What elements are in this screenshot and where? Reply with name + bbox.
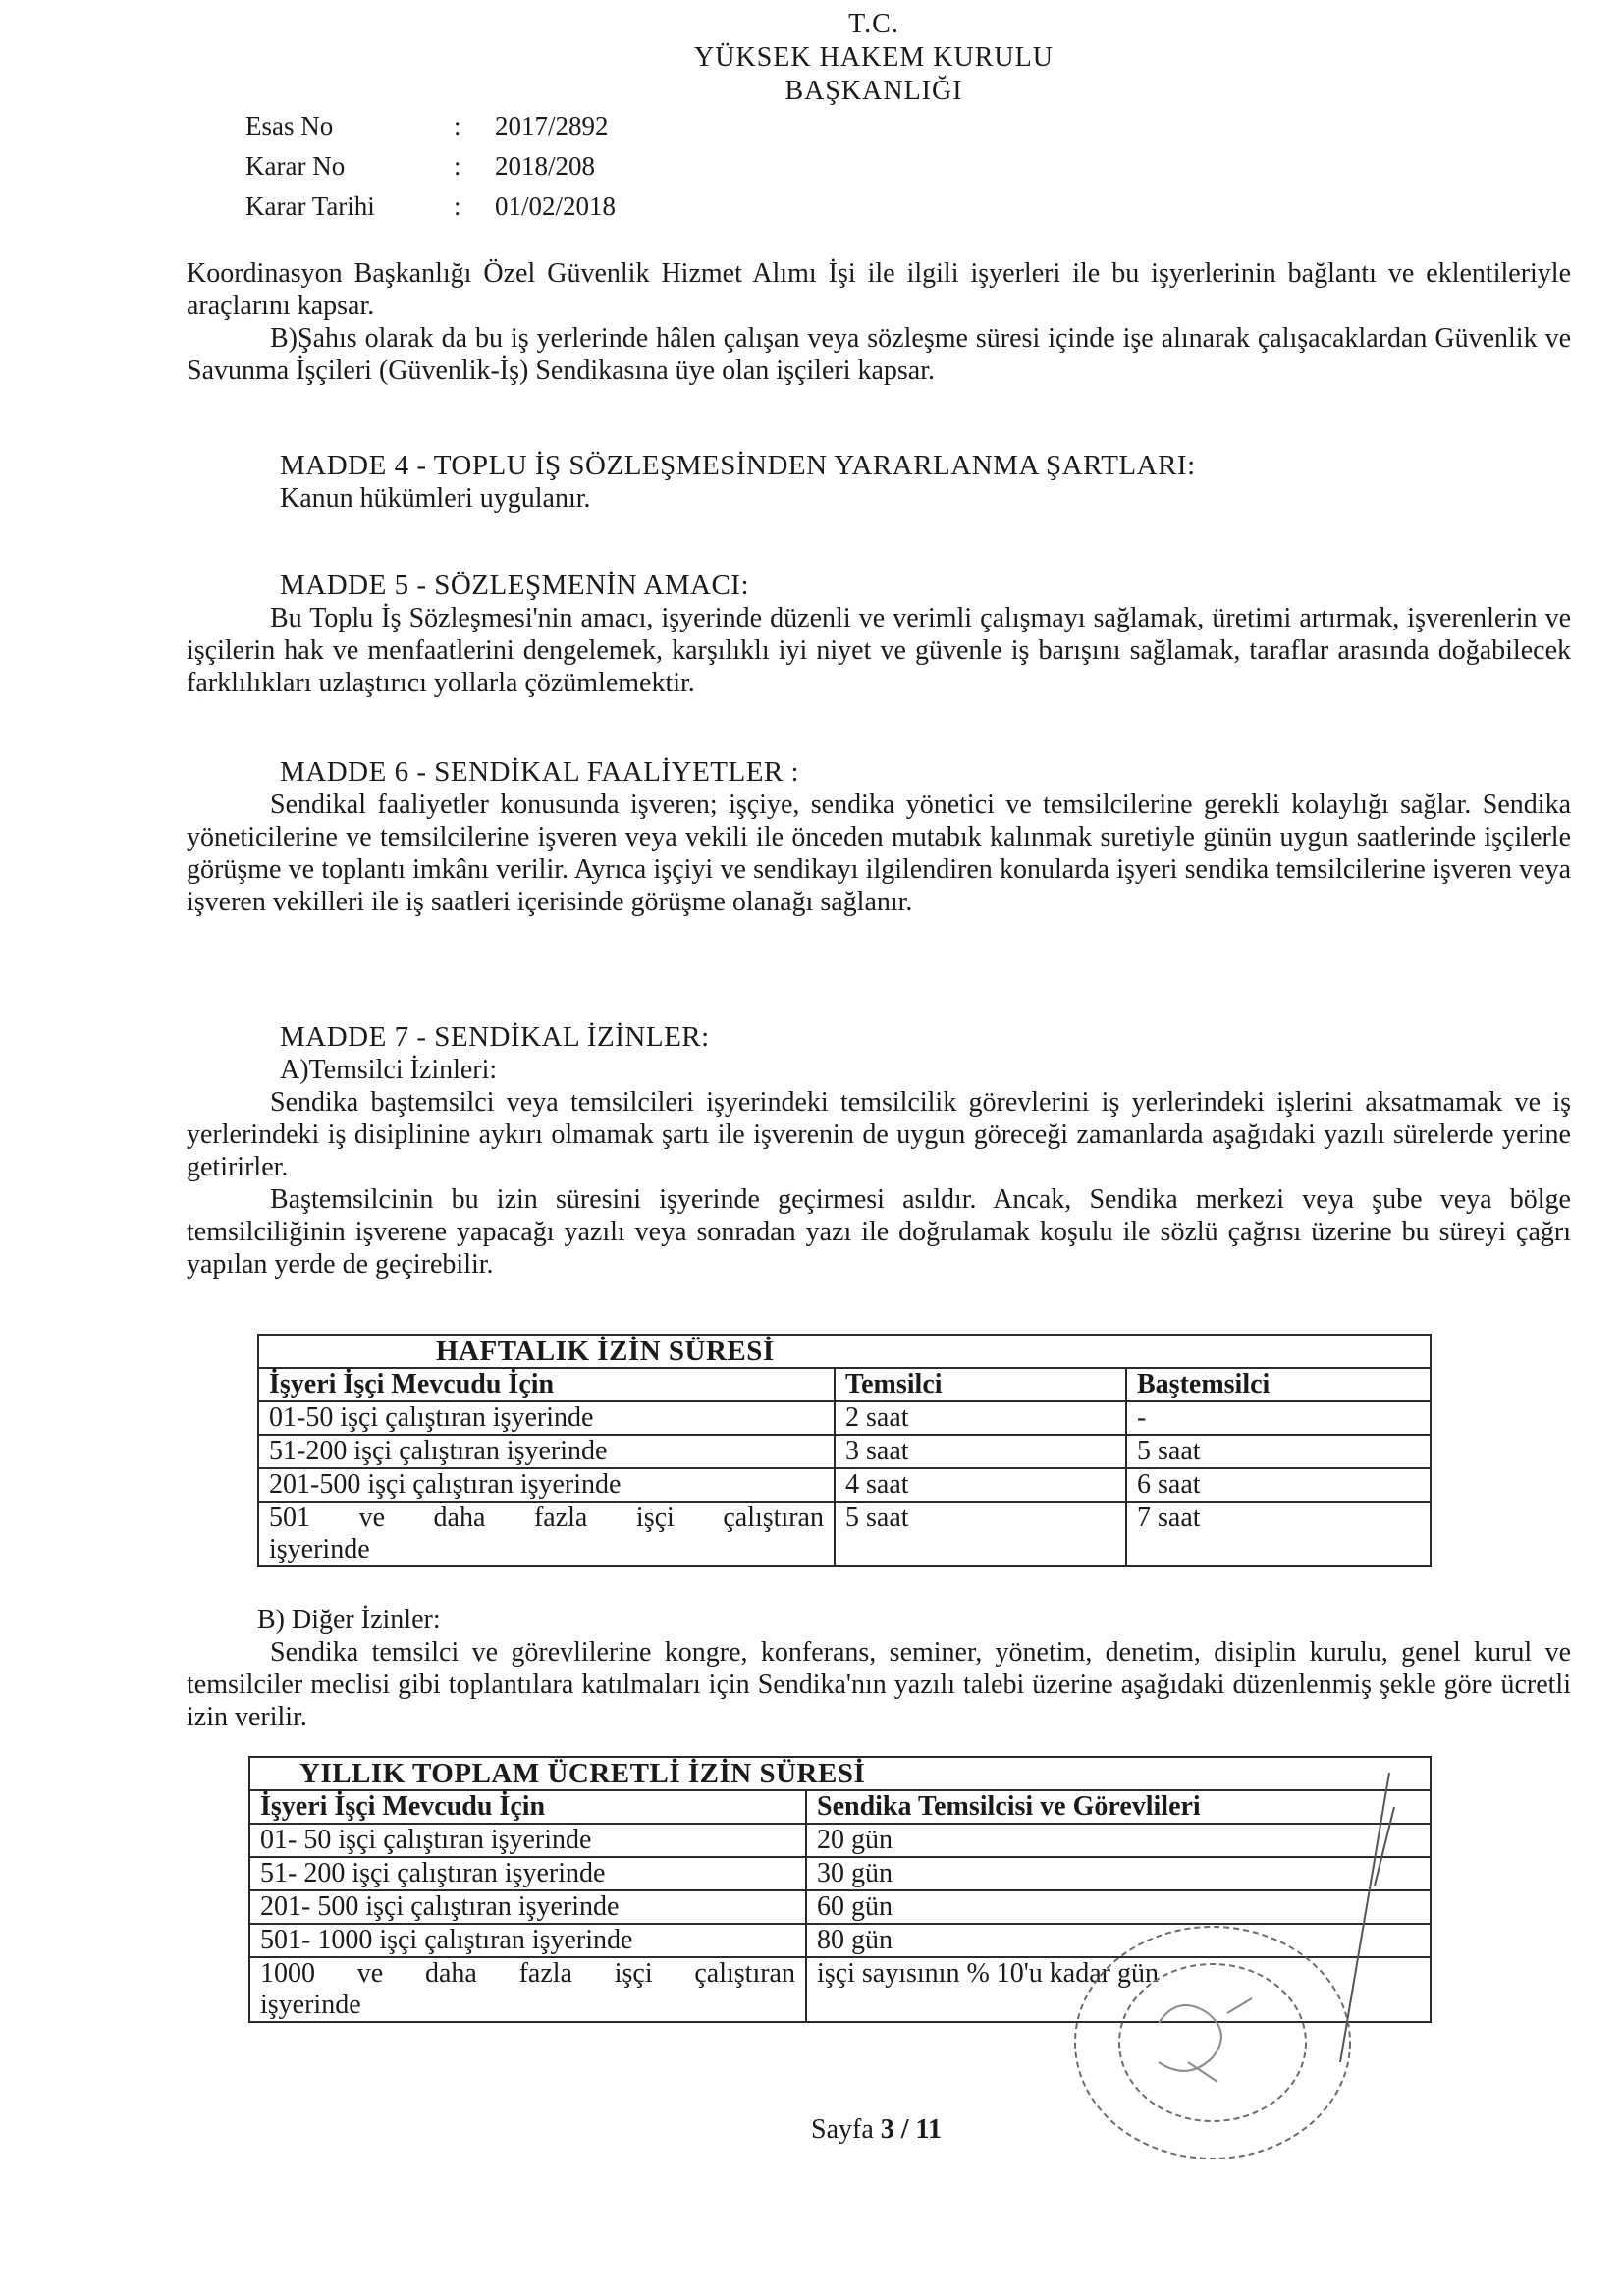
intro-paragraph-1: Koordinasyon Başkanlığı Özel Güvenlik Hizmet Alımı İşi ile ilgili işyerleri ile bu işyerlerinin bağlantı ve eklentileriyle araçlarını kapsar.	[187, 258, 1571, 321]
table-cell: 5 saat	[1126, 1435, 1431, 1468]
colon: :	[454, 111, 461, 140]
table-cell: 4 saat	[835, 1468, 1126, 1502]
case-row-esas	[245, 106, 616, 146]
case-row-tarih	[245, 187, 616, 227]
table-cell	[258, 1502, 835, 1566]
table-cell: 60 gün	[806, 1890, 1431, 1924]
table-cell: 01- 50 işçi çalıştıran işyerinde	[249, 1824, 806, 1857]
column-header: İşyeri İşçi Mevcudu İçin	[258, 1368, 835, 1401]
table-cell: 3 saat	[835, 1435, 1126, 1468]
article-7-title: MADDE 7 - SENDİKAL İZİNLER:	[280, 1021, 710, 1053]
article-7-paragraph-1: Sendika baştemsilci veya temsilcileri işyerindeki temsilcilik görevlerini iş yerlerindeki işlerini aksatmamak ve iş yerlerindeki iş disiplinine aykırı olmamak şartı ile işverenin de uygun göreceği zamanlarda aşağıdaki yazılı sürelerde yerine getirirler.	[187, 1087, 1571, 1182]
table-cell-line: işyerinde	[260, 1990, 361, 2020]
table-cell: 51-200 işçi çalıştıran işyerinde	[258, 1435, 835, 1468]
table-row	[258, 1502, 1431, 1566]
table-cell-line: işyerinde	[269, 1534, 370, 1564]
header-institution-name: YÜKSEK HAKEM KURULU	[694, 42, 1054, 73]
tarih-value: 01/02/2018	[495, 191, 617, 221]
table-cell: 201- 500 işçi çalıştıran işyerinde	[249, 1890, 806, 1924]
esas-label: Esas No	[245, 111, 334, 140]
institution-header	[648, 8, 1100, 108]
table-title-row	[258, 1335, 1431, 1368]
article-7-paragraph-2: Baştemsilcinin bu izin süresini işyerinde geçirmesi asıldır. Ancak, Sendika merkezi veya şube veya bölge temsilciliğinin işverene yapacağı yazılı veya sonradan yazı ile doğrulamak koşulu ile sözlü çağrısı üzerine bu süreyi çağrı yapılan yerde de geçirebilir.	[187, 1184, 1571, 1280]
table-row	[258, 1435, 1431, 1468]
colon: :	[454, 151, 461, 181]
table-header-row	[258, 1368, 1431, 1401]
official-seal-stamp	[1041, 1915, 1355, 2170]
case-info	[245, 106, 616, 227]
article-5	[187, 570, 1571, 699]
esas-value: 2017/2892	[495, 111, 609, 140]
table-cell	[249, 1957, 806, 2022]
weekly-leave-table	[257, 1334, 1432, 1567]
annual-leave-title: YILLIK TOPLAM ÜCRETLİ İZİN SÜRESİ	[249, 1757, 1431, 1790]
column-header: Baştemsilci	[1126, 1368, 1431, 1401]
header-tc: T.C.	[848, 9, 899, 39]
table-header-row	[249, 1790, 1431, 1824]
table-cell: -	[1126, 1401, 1431, 1435]
article-7-sub-a: A)Temsilci İzinleri:	[280, 1055, 498, 1085]
article-6-title: MADDE 6 - SENDİKAL FAALİYETLER :	[280, 756, 800, 788]
table-title-row	[249, 1757, 1431, 1790]
page-label: Sayfa	[811, 2114, 881, 2145]
article-7	[187, 1021, 1571, 1281]
article-4-body: Kanun hükümleri uygulanır.	[280, 483, 591, 514]
table-row	[258, 1468, 1431, 1502]
table-cell: 5 saat	[835, 1502, 1126, 1566]
table-cell: işçi sayısının % 10'u kadar gün	[806, 1957, 1431, 2022]
table-row	[249, 1857, 1431, 1890]
intro-section	[187, 257, 1571, 387]
intro-paragraph-2: B)Şahıs olarak da bu iş yerlerinde hâlen çalışan veya sözleşme süresi içinde işe alınarak çalışacaklardan Güvenlik ve Savunma İşçileri (Güvenlik-İş) Sendikasına üye olan işçileri kapsar.	[187, 323, 1571, 386]
article-7-sub-b: B) Diğer İzinler:	[257, 1605, 441, 1635]
table-cell: 501- 1000 işçi çalıştıran işyerinde	[249, 1924, 806, 1957]
article-4-title: MADDE 4 - TOPLU İŞ SÖZLEŞMESİNDEN YARARLANMA ŞARTLARI:	[280, 450, 1196, 481]
weekly-leave-title: HAFTALIK İZİN SÜRESİ	[258, 1335, 1431, 1368]
karar-value: 2018/208	[495, 151, 596, 181]
header-presidency: BAŞKANLIĞI	[784, 76, 963, 106]
column-header: Temsilci	[835, 1368, 1126, 1401]
article-4	[187, 450, 1571, 515]
table-cell-line: 501 ve daha fazla işçi çalıştıran	[269, 1503, 824, 1533]
colon: :	[454, 191, 461, 221]
table-cell: 51- 200 işçi çalıştıran işyerinde	[249, 1857, 806, 1890]
column-header: İşyeri İşçi Mevcudu İçin	[249, 1790, 806, 1824]
signature-stroke	[1335, 1768, 1404, 2082]
case-row-karar	[245, 146, 616, 187]
table-row	[249, 1824, 1431, 1857]
table-cell: 2 saat	[835, 1401, 1126, 1435]
table-cell: 20 gün	[806, 1824, 1431, 1857]
column-header: Sendika Temsilcisi ve Görevlileri	[806, 1790, 1431, 1824]
tarih-label: Karar Tarihi	[245, 191, 375, 221]
karar-label: Karar No	[245, 151, 346, 181]
table-cell: 7 saat	[1126, 1502, 1431, 1566]
table-cell: 01-50 işçi çalıştıran işyerinde	[258, 1401, 835, 1435]
table-cell: 6 saat	[1126, 1468, 1431, 1502]
article-7-paragraph-3: Sendika temsilci ve görevlilerine kongre, konferans, seminer, yönetim, denetim, disiplin kurulu, genel kurul ve temsilciler meclisi gibi toplantılara katılmaları için Sendika'nın yazılı talebi üzerine aşağıdaki düzenlenmiş şekle göre ücretli izin verilir.	[187, 1637, 1571, 1732]
article-7-other-leaves	[187, 1604, 1571, 1733]
table-cell-line: 1000 ve daha fazla işçi çalıştıran	[260, 1958, 795, 1989]
table-cell: 201-500 işçi çalıştıran işyerinde	[258, 1468, 835, 1502]
table-cell: 30 gün	[806, 1857, 1431, 1890]
page-number: 3 / 11	[880, 2114, 942, 2145]
page-footer	[811, 2114, 942, 2146]
table-cell: 80 gün	[806, 1924, 1431, 1957]
article-6-body: Sendikal faaliyetler konusunda işveren; işçiye, sendika yönetici ve temsilcilerine gerekli kolaylığı sağlar. Sendika yöneticilerine ve temsilcilerine işveren veya vekili ile önceden mutabık kalınmak suretiyle günün uygun saatlerinde işçilerle görüşme ve toplantı imkânı verilir. Ayrıca işçiyi ve sendikayı ilgilendiren konularda işyeri sendika temsilcilerine işveren veya işveren vekilleri ile iş saatleri içerisinde görüşme olanağı sağlanır.	[187, 790, 1571, 917]
table-row	[258, 1401, 1431, 1435]
article-6	[187, 756, 1571, 918]
article-5-title: MADDE 5 - SÖZLEŞMENİN AMACI:	[280, 570, 749, 601]
article-5-body: Bu Toplu İş Sözleşmesi'nin amacı, işyerinde düzenli ve verimli çalışmayı sağlamak, üretimi artırmak, işverenlerin ve işçilerin hak ve menfaatlerini dengelemek, karşılıklı iyi niyet ve güvenle iş barışını sağlamak, taraflar arasında doğabilecek farklılıkları uzlaştırıcı yollarla çözümlemektir.	[187, 603, 1571, 698]
